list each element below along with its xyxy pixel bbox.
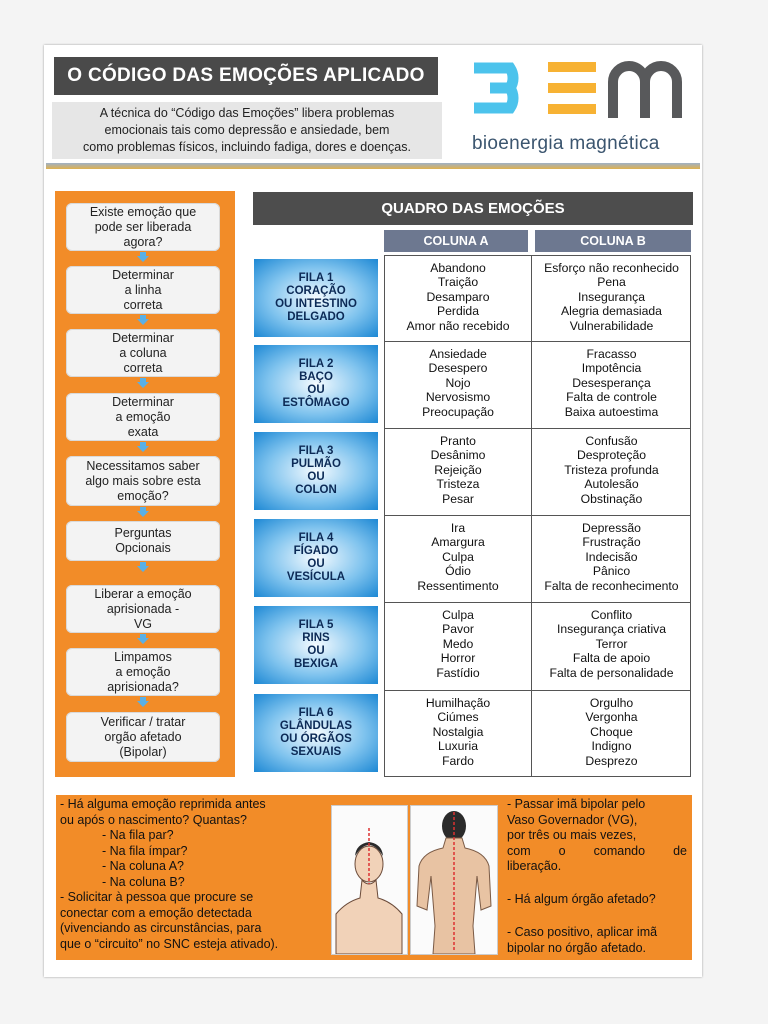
row-label-line: DELGADO [287,311,345,323]
flow-step [66,329,220,377]
emotion-item: Choque [590,724,633,739]
emotion-item: Desesperança [572,375,651,390]
down-arrow-icon [137,315,149,325]
instruction-line: - Na fila ímpar? [102,843,188,858]
flow-step-line: Limpamos [114,649,172,664]
emotion-item: Tristeza profunda [564,462,659,477]
row-label-line: FILA 2 [298,358,334,370]
flow-step [66,456,220,506]
emotion-item: Pesar [442,491,474,506]
emotion-item: Impotência [581,361,642,376]
flow-step-line: Determinar [112,330,174,345]
emotion-item: Insegurança [577,289,646,304]
emotion-item: Baixa autoestima [564,404,659,419]
emotion-item: Alegria demasiada [561,304,662,319]
flow-step-line: emoção? [117,488,169,503]
emotion-item: Culpa [442,549,474,564]
row-label-line: RINS [302,632,330,644]
emotion-item: Horror [440,651,476,666]
emotion-item: Depressão [582,520,641,535]
down-arrow-icon [137,507,149,517]
emotion-item: Pavor [442,622,474,637]
emotion-item: Falta de personalidade [549,665,674,680]
emotion-cell-b [533,343,690,423]
emotion-cell-a [386,692,530,772]
emotion-item: Indigno [591,739,632,754]
emotion-item: Preocupação [422,404,494,419]
emotion-item: Culpa [442,607,474,622]
row-label-line: GLÂNDULAS [279,720,353,732]
row-divider [384,428,691,429]
emotion-item: Pânico [592,564,631,579]
flow-step-line: Necessitamos saber [86,458,200,473]
emotion-item: Desprezo [585,753,638,768]
row-label [254,259,378,337]
emotion-item: Vulnerabilidade [569,318,654,333]
row-label-line: BAÇO [299,371,333,383]
emotion-item: Ódio [445,564,471,579]
emotion-item: Ciúmes [437,710,479,725]
emotion-item: Fracasso [586,346,637,361]
row-label-line: OU [307,384,325,396]
row-label-line: BEXIGA [293,658,339,670]
flow-step [66,203,220,251]
flow-step-line: correta [123,297,163,312]
down-arrow-icon [137,697,149,707]
emotion-item: Fastídio [436,665,480,680]
row-label-line: CORAÇÃO [286,285,346,297]
emotion-item: Perdida [436,304,479,319]
flow-step-line: Existe emoção que [89,204,197,219]
emotion-item: Abandono [430,260,486,275]
emotion-item: Humilhação [425,695,491,710]
row-label-line: PULMÃO [291,458,341,470]
intro-line: A técnica do “Código das Emoções” libera problemas [99,106,395,120]
instruction-line: (vivenciando as circunstâncias, para [60,921,262,935]
emotion-item: Tristeza [436,477,480,492]
down-arrow-icon [137,562,149,572]
row-label-line: SEXUAIS [290,746,342,758]
flow-step [66,266,220,314]
flow-step-line: a coluna [119,345,167,360]
column-divider [531,255,532,777]
flow-step-line: Perguntas [114,526,172,540]
row-label [254,345,378,423]
emotion-item: Orgulho [589,695,634,710]
instruction-line: - Na coluna A? [102,859,184,873]
flow-step-line: exata [127,424,159,439]
flow-step-line: (Bipolar) [119,744,167,759]
flow-step-line: a linha [124,282,162,297]
column-a-header: COLUNA A [384,230,528,252]
row-label-line: VESÍCULA [286,571,346,583]
emotion-item: Nostalgia [432,724,484,739]
emotion-item: Obstinação [580,491,643,506]
row-label-line: FILA 6 [298,707,334,719]
intro-line: emocionais tais como depressão e ansiedade, bem [104,123,390,137]
emotion-item: Desânimo [430,448,486,463]
emotion-item: Desamparo [426,289,490,304]
row-label-line: FILA 1 [298,272,334,284]
emotion-cell-b [533,430,690,510]
instruction-line: com o comando de [507,843,687,858]
emotion-item: Esforço não reconhecido [544,260,679,275]
emotion-item: Luxuria [438,739,478,754]
flow-step-line: Determinar [112,267,174,282]
emotion-item: Amor não recebido [406,318,510,333]
emotion-item: Confusão [585,433,638,448]
instruction-line: Vaso Governador (VG), [507,812,638,827]
flow-step-line: a emoção [115,664,171,679]
emotion-item: Traição [437,275,479,290]
down-arrow-icon [137,634,149,644]
row-divider [384,602,691,603]
emotion-item: Indecisão [585,549,638,564]
row-label-line: FILA 5 [298,619,334,631]
row-label [254,432,378,510]
emotion-item: Vergonha [585,710,638,725]
emotion-item: Ira [450,520,466,535]
row-label-line: FILA 4 [298,532,334,544]
flow-step [66,585,220,633]
emotion-item: Pena [597,275,626,290]
instruction-line: - Solicitar à pessoa que procure se [60,890,254,904]
flow-step-line: agora? [123,234,163,249]
flow-step-line: Liberar a emoção [94,586,192,601]
row-label-line: OU ÓRGÃOS [280,733,352,745]
intro-line: como problemas físicos, incluindo fadiga, dores e doenças. [83,140,411,154]
intro-text [52,102,442,159]
emotion-item: Falta de reconhecimento [544,578,679,593]
instruction-line: que o “circuito” no SNC esteja ativado). [60,936,279,951]
down-arrow-icon [137,442,149,452]
instruction-line: liberação. [507,859,562,873]
row-label [254,519,378,597]
flow-step [66,393,220,441]
instruction-line: - Caso positivo, aplicar imã [507,925,658,939]
table-title: QUADRO DAS EMOÇÕES [253,192,693,225]
row-label-line: COLON [295,484,337,496]
emotion-cell-a [386,257,530,337]
instruction-line: - Há algum órgão afetado? [507,892,656,906]
flow-step-line: pode ser liberada [94,219,192,234]
instruction-line: - Passar imã bipolar pelo [507,797,646,811]
emotion-item: Desespero [428,361,488,376]
emotion-item: Falta de apoio [572,651,651,666]
emotion-item: Amargura [431,535,485,550]
row-label-line: FÍGADO [293,545,339,557]
flow-step-line: a emoção [115,409,171,424]
head-diagram-image [331,805,408,955]
emotion-item: Autolesão [584,477,639,492]
flow-step-line: correta [123,360,163,375]
down-arrow-icon [137,378,149,388]
emotion-item: Insegurança criativa [556,622,667,637]
flow-step-line: VG [133,616,153,631]
emotion-item: Nervosismo [425,390,491,405]
header-divider [46,163,700,169]
flow-step [66,521,220,561]
flow-step [66,712,220,762]
row-label-line: OU [307,558,325,570]
flow-step-line: Determinar [112,394,174,409]
row-divider [384,341,691,342]
flow-step-line: algo mais sobre esta [85,473,201,488]
instruction-line: por três ou mais vezes, [507,828,637,842]
row-label-line: OU INTESTINO [275,298,357,310]
instruction-line: conectar com a emoção detectada [60,905,252,920]
down-arrow-icon [137,252,149,262]
row-label-line: ESTÔMAGO [282,397,350,409]
page-title: O CÓDIGO DAS EMOÇÕES APLICADO [54,57,438,95]
emotion-item: Conflito [590,607,633,622]
flow-step-line: aprisionada? [107,679,179,694]
emotion-item: Pranto [440,433,476,448]
brand-name: bioenergia magnética [472,133,660,154]
flow-step-line: Verificar / tratar [100,714,186,729]
emotion-cell-a [386,604,530,684]
emotion-item: Terror [595,636,628,651]
emotion-item: Frustração [582,535,641,550]
row-label [254,694,378,772]
emotion-cell-a [386,430,530,510]
emotion-item: Falta de controle [566,390,657,405]
instruction-line: - Na coluna B? [102,874,185,889]
instruction-line: - Na fila par? [102,828,174,842]
emotion-cell-a [386,517,530,597]
emotion-item: Fardo [442,753,474,768]
emotion-item: Rejeição [434,462,482,477]
row-label-line: OU [307,471,325,483]
emotion-cell-b [533,257,690,337]
emotion-item: Nojo [445,375,471,390]
row-label [254,606,378,684]
emotion-item: Ressentimento [417,578,499,593]
row-label-line: FILA 3 [298,445,334,457]
instruction-line: ou após o nascimento? Quantas? [60,812,247,827]
flowchart-panel [55,191,235,777]
emotion-cell-a [386,343,530,423]
flow-step-line: aprisionada - [106,601,180,616]
row-divider [384,515,691,516]
row-divider [384,690,691,691]
row-label-line: OU [307,645,325,657]
back-diagram-image [410,805,498,955]
flow-step-line: orgão afetado [104,729,182,744]
emotion-item: Ansiedade [429,346,487,361]
instruction-line: - Há alguma emoção reprimida antes [60,797,266,811]
emotion-cell-b [533,517,690,597]
column-b-header: COLUNA B [535,230,691,252]
flow-step-line: Opcionais [115,541,171,555]
emotion-cell-b [533,692,690,772]
flow-step [66,648,220,696]
emotion-item: Desproteção [576,448,647,463]
instruction-line: bipolar no órgão afetado. [507,940,646,955]
emotion-item: Medo [442,636,474,651]
emotion-cell-b [533,604,690,684]
